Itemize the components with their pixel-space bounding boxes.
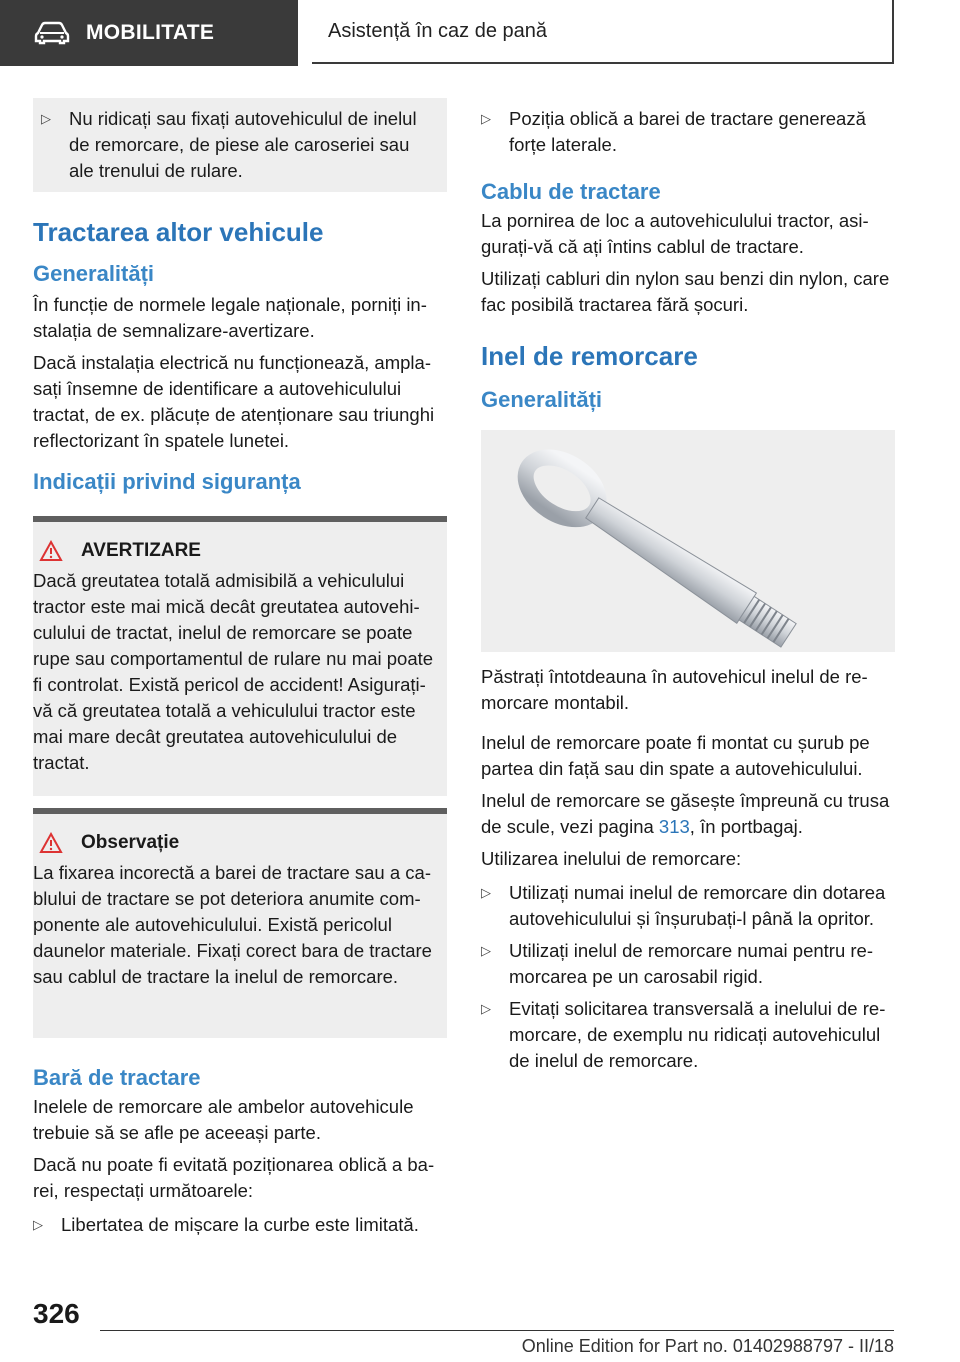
paragraph: Păstrați întotdeauna în autovehicul inelul de remorcare montabil. <box>481 666 868 713</box>
heading-inel: Inel de remorcare <box>481 341 698 371</box>
right-column <box>481 98 895 1074</box>
list-item: ▷ Evitați solicitarea transversală a inelului de remorcare, de exemplu nu ridicați autovehiculul de inelul de remorcare. <box>481 996 895 1074</box>
paragraph: La pornirea de loc a autovehiculului tractor, asigurați-vă că ați întins cablul de tractare. <box>481 210 869 257</box>
page-number: 326 <box>33 1298 80 1329</box>
heading-bara: Bară de tractare <box>33 1065 201 1090</box>
heading-generalitati: Generalități <box>481 387 603 412</box>
triangle-bullet-icon: ▷ <box>481 885 491 900</box>
warning-text: Dacă greutatea totală admisibilă a vehiculului tractor este mai mică decât greutatea autovehiculului de tractat, inelul de remorcare se poate rupe sau comportamentul de rulare nu mai poate fi controlat. Există pericol de accident! Asigurați-vă că greutatea totală a vehiculului tractor este mai mare decât greutatea autovehiculului de tractat. <box>33 570 434 773</box>
paragraph: Inelul de remorcare poate fi montat cu șurub pe partea din față sau din spate a autovehiculului. <box>481 732 870 779</box>
paragraph: Dacă instalația electrică nu funcționează, amplasați însemne de identificare a autovehiculului tractat, de ex. plăcuțe de atenționare sau triunghi reflectorizant în spatele lunetei. <box>33 352 435 451</box>
heading-generalitati: Generalități <box>33 261 155 286</box>
warning-icon <box>39 540 63 562</box>
triangle-bullet-icon: ▷ <box>481 1001 491 1016</box>
left-column <box>33 98 447 1238</box>
paragraph: Inelele de remorcare ale ambelor autovehicule trebuie să se afle pe aceeași parte. <box>33 1096 414 1143</box>
paragraph: Inelul de remorcare se găsește împreună cu trusa de scule, vezi pagina 313, în portbagaj. <box>481 790 890 837</box>
tow-ring-illustration <box>481 430 895 652</box>
list-item: ▷ Utilizați numai inelul de remorcare din dotarea autovehiculului și înșurubați-l până la opritor. <box>481 880 895 932</box>
list-item: ▷ Nu ridicați sau fixați autovehiculul de inelul de remorcare, de piese ale caroseriei sau ale trenului de rulare. <box>33 98 447 192</box>
triangle-bullet-icon: ▷ <box>41 111 51 126</box>
notice-text: La fixarea incorectă a barei de tractare sau a cablului de tractare se pot deteriora anumite componente ale autovehiculului. Există pericolul daunelor materiale. Fixați corect bara de tractare sau cablul de tractare la inelul de remorcare. <box>33 862 432 987</box>
notice-title: Observație <box>81 832 180 853</box>
chapter-title: Asistență în caz de pană <box>328 19 548 42</box>
paragraph: În funcție de normele legale naționale, porniți instalația de semnalizare-avertizare. <box>33 294 427 341</box>
paragraph: Utilizarea inelului de remorcare: <box>481 848 742 869</box>
car-icon <box>34 21 70 45</box>
warning-title: AVERTIZARE <box>81 540 201 561</box>
section-title: MOBILITATE <box>86 21 215 44</box>
footer-divider <box>100 1330 894 1331</box>
heading-indicatii: Indicații privind siguranța <box>33 469 301 494</box>
heading-tractarea: Tractarea altor vehicule <box>33 217 324 247</box>
page-link[interactable]: 313 <box>658 816 690 837</box>
triangle-bullet-icon: ▷ <box>481 111 491 126</box>
list-item: ▷ Utilizați inelul de remorcare numai pentru remorcarea pe un carosabil rigid. <box>481 938 895 990</box>
footer-edition: Online Edition for Part no. 01402988797 - II/18 <box>521 1336 894 1356</box>
warning-box <box>33 516 447 796</box>
list-item: ▷ Libertatea de mișcare la curbe este limitată. <box>33 1212 447 1238</box>
tow-ring-image <box>481 430 895 652</box>
heading-cablu: Cablu de tractare <box>481 179 661 204</box>
triangle-bullet-icon: ▷ <box>481 943 491 958</box>
notice-box <box>33 808 447 1038</box>
warning-icon <box>39 832 63 854</box>
triangle-bullet-icon: ▷ <box>33 1217 43 1232</box>
section-tab[interactable] <box>0 0 298 66</box>
list-item: ▷ Poziția oblică a barei de tractare generează forțe laterale. <box>481 98 895 158</box>
paragraph: Dacă nu poate fi evitată poziționarea oblică a barei, respectați următoarele: <box>33 1154 435 1201</box>
paragraph: Utilizați cabluri din nylon sau benzi din nylon, care fac posibilă tractarea fără șocuri. <box>481 268 890 315</box>
chapter-tab[interactable] <box>312 0 894 64</box>
